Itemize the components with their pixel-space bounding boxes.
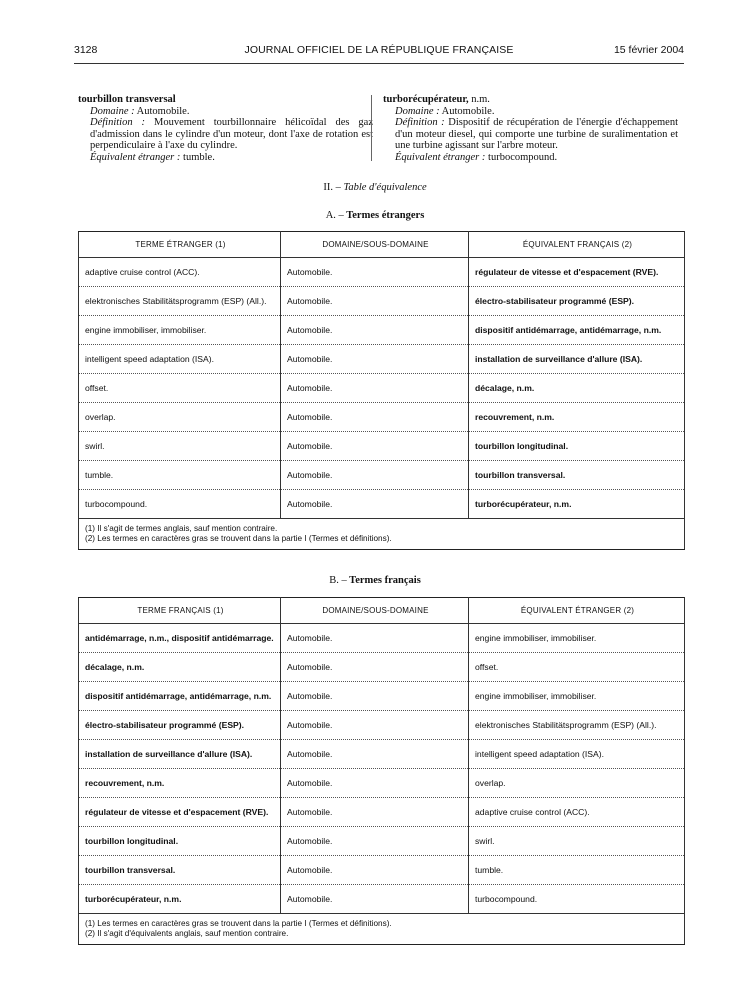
table-row — [79, 490, 685, 519]
table-cell: offset. — [469, 653, 685, 682]
table-cell: adaptive cruise control (ACC). — [469, 798, 685, 827]
table-cell: intelligent speed adaptation (ISA). — [79, 345, 281, 374]
column-divider — [371, 95, 372, 161]
column-header: DOMAINE/SOUS-DOMAINE — [281, 232, 469, 258]
entry-term: turborécupérateur, n.m. — [383, 94, 490, 105]
column-header: TERME FRANÇAIS (1) — [79, 598, 281, 624]
table-foreign-terms — [78, 231, 685, 550]
table-cell: antidémarrage, n.m., dispositif antidémarrage. — [79, 624, 281, 653]
table-cell: overlap. — [79, 403, 281, 432]
table-row — [79, 798, 685, 827]
table-cell: offset. — [79, 374, 281, 403]
table-row — [79, 287, 685, 316]
table-row — [79, 316, 685, 345]
table-cell: dispositif antidémarrage, antidémarrage, n.m. — [469, 316, 685, 345]
table-cell: Automobile. — [281, 432, 469, 461]
table-row — [79, 345, 685, 374]
entry-definition: Définition : Dispositif de récupération de l'énergie d'échappement d'un moteur diesel, qui comporte une turbine de suralimentation et une turbine agissant sur l'arbre moteur. — [395, 117, 678, 151]
table-cell: overlap. — [469, 769, 685, 798]
table-cell: Automobile. — [281, 856, 469, 885]
entry-term: tourbillon transversal — [78, 94, 176, 105]
table-cell: Automobile. — [281, 798, 469, 827]
table-cell: swirl. — [79, 432, 281, 461]
table-cell: tourbillon longitudinal. — [79, 827, 281, 856]
table-cell: installation de surveillance d'allure (ISA). — [469, 345, 685, 374]
entry-domain: Domaine : Automobile. — [90, 105, 190, 117]
table-cell: décalage, n.m. — [469, 374, 685, 403]
table-cell: turbocompound. — [469, 885, 685, 914]
footnote: (1) Les termes en caractères gras se trouvent dans la partie I (Termes et définitions). — [85, 919, 392, 928]
entry-definition: Définition : Mouvement tourbillonnaire hélicoïdal des gaz d'admission dans le cylindre d'un moteur, dont l'axe de rotation est perpendiculaire à l'axe du cylindre. — [90, 117, 373, 151]
table-cell: tumble. — [79, 461, 281, 490]
table-cell: Automobile. — [281, 345, 469, 374]
table-cell: Automobile. — [281, 740, 469, 769]
issue-date: 15 février 2004 — [613, 44, 684, 56]
footnote: (2) Il s'agit d'équivalents anglais, sauf mention contraire. — [85, 929, 289, 938]
table-a-heading: A. – Termes étrangers — [325, 210, 425, 221]
table-cell: engine immobiliser, immobiliser. — [79, 316, 281, 345]
table-footnotes — [79, 914, 685, 945]
table-cell: régulateur de vitesse et d'espacement (RVE). — [469, 258, 685, 287]
table-row — [79, 711, 685, 740]
table-cell: recouvrement, n.m. — [79, 769, 281, 798]
table-row — [79, 258, 685, 287]
table-row — [79, 769, 685, 798]
table-cell: turborécupérateur, n.m. — [469, 490, 685, 519]
table-cell: recouvrement, n.m. — [469, 403, 685, 432]
table-cell: elektronisches Stabilitätsprogramm (ESP) (All.). — [79, 287, 281, 316]
table-cell: elektronisches Stabilitätsprogramm (ESP) (All.). — [469, 711, 685, 740]
table-row — [79, 374, 685, 403]
table-cell: dispositif antidémarrage, antidémarrage, n.m. — [79, 682, 281, 711]
table-row — [79, 827, 685, 856]
entry-turborecuperateur — [383, 94, 678, 163]
table-cell: régulateur de vitesse et d'espacement (RVE). — [79, 798, 281, 827]
table-cell: Automobile. — [281, 827, 469, 856]
column-header: ÉQUIVALENT FRANÇAIS (2) — [469, 232, 685, 258]
section-heading-ii: II. – Table d'équivalence — [323, 182, 427, 193]
header-rule — [74, 63, 684, 64]
journal-title: JOURNAL OFFICIEL DE LA RÉPUBLIQUE FRANÇAISE — [244, 44, 514, 56]
table-cell: électro-stabilisateur programmé (ESP). — [469, 287, 685, 316]
column-header: TERME ÉTRANGER (1) — [79, 232, 281, 258]
table-row — [79, 461, 685, 490]
table-cell: Automobile. — [281, 258, 469, 287]
table-cell: Automobile. — [281, 490, 469, 519]
table-cell: tumble. — [469, 856, 685, 885]
column-header: ÉQUIVALENT ÉTRANGER (2) — [469, 598, 685, 624]
table-french-terms — [78, 597, 685, 945]
table-header-row — [79, 598, 685, 624]
table-cell: électro-stabilisateur programmé (ESP). — [79, 711, 281, 740]
table-cell: turbocompound. — [79, 490, 281, 519]
table-cell: tourbillon transversal. — [79, 856, 281, 885]
table-cell: tourbillon transversal. — [469, 461, 685, 490]
column-header: DOMAINE/SOUS-DOMAINE — [281, 598, 469, 624]
table-cell: adaptive cruise control (ACC). — [79, 258, 281, 287]
table-cell: Automobile. — [281, 287, 469, 316]
table-row — [79, 740, 685, 769]
table-cell: Automobile. — [281, 461, 469, 490]
table-cell: Automobile. — [281, 653, 469, 682]
table-cell: tourbillon longitudinal. — [469, 432, 685, 461]
table-row — [79, 432, 685, 461]
page-header — [74, 44, 684, 60]
entry-domain: Domaine : Automobile. — [395, 105, 495, 117]
table-cell: Automobile. — [281, 374, 469, 403]
table-cell: engine immobiliser, immobiliser. — [469, 624, 685, 653]
table-cell: Automobile. — [281, 769, 469, 798]
table-cell: turborécupérateur, n.m. — [79, 885, 281, 914]
table-row — [79, 403, 685, 432]
table-row — [79, 624, 685, 653]
entry-equivalent: Équivalent étranger : tumble. — [90, 151, 215, 163]
table-cell: décalage, n.m. — [79, 653, 281, 682]
entry-equivalent: Équivalent étranger : turbocompound. — [395, 151, 558, 163]
table-row — [79, 682, 685, 711]
table-cell: Automobile. — [281, 885, 469, 914]
table-b-heading: B. – Termes français — [329, 575, 421, 586]
entry-tourbillon-transversal — [78, 94, 373, 163]
footnote: (1) Il s'agit de termes anglais, sauf mention contraire. — [85, 524, 278, 533]
table-cell: Automobile. — [281, 711, 469, 740]
footnote: (2) Les termes en caractères gras se trouvent dans la partie I (Termes et définitions). — [85, 534, 392, 543]
table-cell: intelligent speed adaptation (ISA). — [469, 740, 685, 769]
table-cell: swirl. — [469, 827, 685, 856]
table-cell: Automobile. — [281, 316, 469, 345]
table-footnotes — [79, 519, 685, 550]
table-row — [79, 653, 685, 682]
table-cell: installation de surveillance d'allure (ISA). — [79, 740, 281, 769]
table-header-row — [79, 232, 685, 258]
table-cell: Automobile. — [281, 682, 469, 711]
page-number: 3128 — [74, 44, 98, 56]
table-row — [79, 856, 685, 885]
table-row — [79, 885, 685, 914]
table-cell: Automobile. — [281, 624, 469, 653]
table-cell: Automobile. — [281, 403, 469, 432]
table-cell: engine immobiliser, immobiliser. — [469, 682, 685, 711]
